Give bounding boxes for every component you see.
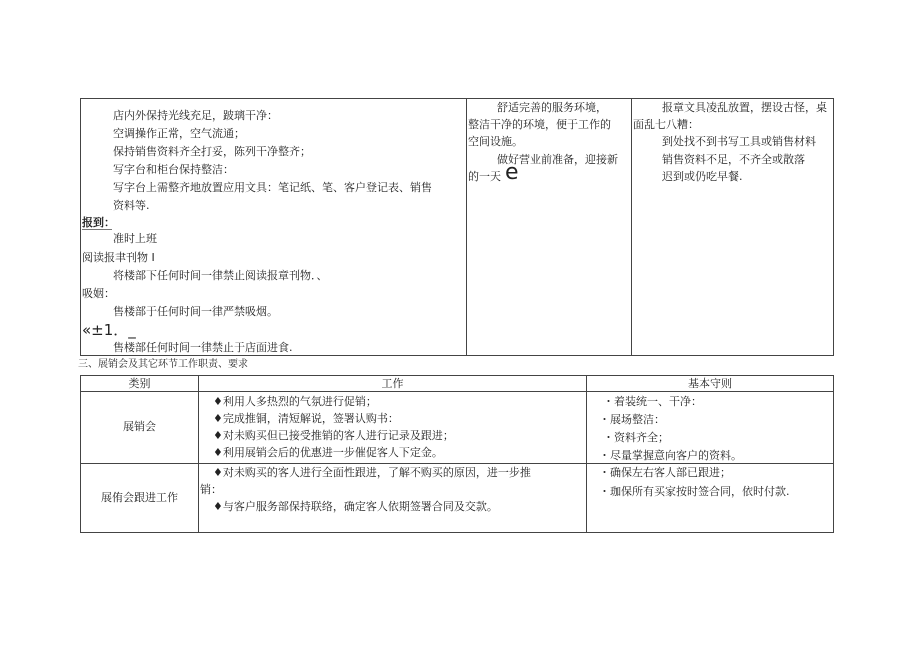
col2-line-2: 整洁干净的环境，便于工作的 (468, 118, 611, 131)
section-heading: 三、展销会及其它环节工作职责、要求 (78, 359, 248, 370)
top-table-divider-1 (466, 98, 467, 356)
col1-line-5: 写字台上需整齐地放置应用文具：笔记纸、笔、客户登记表、销售 (113, 181, 432, 194)
row2-work-2: 销： (200, 483, 222, 496)
row2-work-1: ♦对未购买的客人进行全面性跟进，了解不购买的原因，进一步推 (213, 466, 531, 479)
col3-line-3: 到处找不到书写工具或销售材料 (662, 135, 816, 148)
bottom-table-header-divider (80, 391, 834, 392)
col2-line-1: 舒适完善的服务环境， (497, 101, 607, 114)
col1-line-3: 保持销售资料齐全打妥，陈列干净整齐； (113, 145, 311, 158)
header-work: 工作 (381, 377, 404, 390)
row1-rule-1: ・着装统一、干净： (603, 395, 702, 408)
header-rules: 基本守则 (688, 377, 732, 390)
row1-work-4: ♦利用展销会后的优惠进一步催促客人下定金。 (213, 446, 443, 459)
col1-line-4: 写字台和柜台保持整洁： (113, 163, 234, 176)
row1-rule-3: ・资料齐全； (603, 431, 669, 444)
row1-work-2: ♦完成推铜，清短解说，签署认购书： (213, 412, 399, 425)
row1-rule-4: ・尽量掌握意向客户的资料。 (599, 449, 742, 462)
report-line: 准时上班 (113, 232, 157, 245)
col3-line-2: 面乱七八糟： (633, 118, 699, 131)
row2-category: 展侑会跟进工作 (101, 491, 178, 504)
col1-line-2: 空调操作正常，空气流通； (113, 127, 245, 140)
col2-glyph: e (505, 160, 519, 185)
col2-line-4: 做好营业前准备，迎接新 (497, 153, 618, 166)
heading-report: 报到： (82, 216, 115, 229)
heading-report-underline (82, 229, 112, 230)
top-table-border-left (80, 98, 81, 356)
bottom-table-border-right (833, 375, 834, 533)
row1-work-1: ♦利用人多热烈的气氛进行促销； (213, 395, 377, 408)
row2-rule-1: ・确保左右客人部已跟进； (599, 466, 731, 479)
top-table-border-top (80, 98, 834, 99)
bottom-table-border-top (80, 375, 834, 376)
bottom-table-row-divider (80, 463, 834, 464)
eating-line: 售楼部任何时间一律禁止于店面进食. (113, 341, 293, 354)
top-table-border-bottom (80, 355, 834, 356)
top-table-border-right (833, 98, 834, 356)
col2-line-3: 空间设施。 (468, 135, 523, 148)
heading-smoking: 吸姻： (82, 287, 115, 300)
bottom-table-divider-1 (198, 375, 199, 533)
row1-work-3: ♦对未购买但已接受推销的客人进行记录及跟进； (213, 429, 454, 442)
col1-line-6: 资料等. (113, 199, 150, 212)
row1-rule-2: ・展场整洁： (599, 413, 665, 426)
col3-line-1: 报章文具凌乱放置，摆设古怪，桌 (662, 101, 827, 114)
col3-line-4: 销售资料不足，不齐全或散落 (662, 153, 805, 166)
header-category: 类别 (128, 377, 151, 390)
bottom-table-border-left (80, 375, 81, 533)
smoking-line: 售楼部于任何时间一律严禁吸烟。 (113, 305, 278, 318)
row2-rule-2: ・珈保所有买家按时签合同，依时付款. (599, 485, 790, 498)
row1-category: 展销会 (123, 420, 156, 433)
top-table-divider-2 (631, 98, 632, 356)
bottom-table-divider-2 (586, 375, 587, 533)
heading-reading: 阅读报聿刊物 I (82, 251, 155, 264)
bottom-table-border-bottom (80, 532, 834, 533)
col2-line-5: 的一天 (468, 170, 501, 183)
col3-line-5: 迟到或仍吃早餐. (662, 170, 743, 183)
row2-work-3: ♦与客户服务部保持联络，确定客人依期签署合同及交款。 (213, 500, 498, 513)
reading-line: 将楼部下任何时间一律禁止阅读报章刊物．、 (113, 269, 328, 282)
heading-eating: «±1．_ (82, 321, 136, 339)
col1-line-1: 店内外保持光线充足，跛璃干净： (113, 109, 278, 122)
